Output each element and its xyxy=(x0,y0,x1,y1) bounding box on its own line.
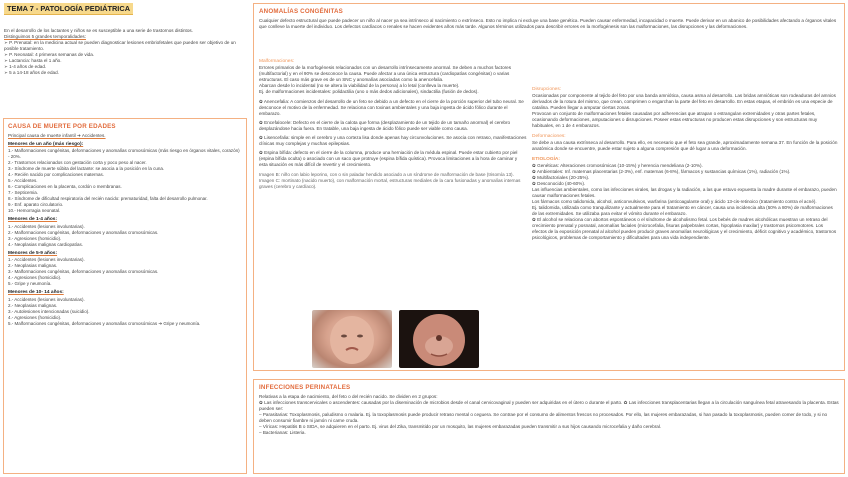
list-item: 7.- Septicemia. xyxy=(8,190,39,196)
list-item: 3.- Malformaciones congénitas, deformaciones y anomalías cromosómicas. xyxy=(8,269,159,275)
intro-item: ➢ Lactancia: hasta el 1 año. xyxy=(4,58,62,63)
etiologia-farmacos: Los fármacos como talidomida, alcohol, anticonvulsivos, warfarina (anticoagulante oral) y ácido 13-cis-retinoico (tratamiento contra el acné). xyxy=(532,199,817,204)
list-item: 5.- Malformaciones congénitas, deformaciones y anomalías cromosómicas ➔ Gripe y neumonía. xyxy=(8,320,201,326)
infant-stillborn-graphic xyxy=(399,310,479,368)
list-item: 8.- Síndrome de dificultad respiratoria del recién nacido: prematuridad, falta del desarrollo pulmonar. xyxy=(8,196,208,202)
list-item: 5.- Gripe y neumonía. xyxy=(8,281,52,287)
list-item: 6.- Complicaciones en la placenta, cordón o membranas. xyxy=(8,184,122,190)
deformaciones-text: Se debe a una causa extrínseca al desarrollo. Para ello, es necesario que el feto sea grande, aproximadamente semana 37. En función de la posición anatómica donde se encuentre, puede estar sujeto a alguna compresión que dé lugar a una deformación. xyxy=(532,140,838,151)
list-item: 3.- Síndrome de muerte súbita del lactante: se asocia a la posición en la cuna. xyxy=(8,166,165,172)
menores-10-14-title: Menores de 10- 14 años: xyxy=(8,290,64,296)
encefalocele-text: ✿ Encefalocele: Defecto en el cierre de la calota que forma (desplazamiento de un tejido de un tamaño anormal) el cerebro desplazándose hacia fuera. En tratable, una baja ingesta de ácido fólico puede ser viable como causa. xyxy=(259,120,511,131)
list-item: 4.- Recién nacido por complicaciones maternas. xyxy=(8,172,105,178)
infecciones-transcervicales: ✿ Las infecciones transcervicales o ascendentes: causadas por la diseminación de microbios desde el canal cervicovaginal y pueden ser adquiridas en el útero o durante el parto. ✿ Las infecciones transplacentarias llegan a la circulación sanguínea fetal atravesando la placenta. Estas pueden ser: xyxy=(259,400,839,411)
infecciones-parasitarias: – Parasitarias: Toxoplasmosis, paludismo o malaria. Ej. la toxoplasmosis puede producir retraso mental o ceguera. Se contrae por el consumo de alimentos frescos no procesados. Por ello, las mujeres embarazadas, si han pasado la toxoplasmosis, pueden comer de todo, y si no deben consumir fiambre ni jamón ni carne cruda. xyxy=(259,412,828,423)
etiologia-item: ✿ Genéticas: Alteraciones cromosómicas (10-15%) y herencia mendeliana (2-10%). xyxy=(532,163,703,168)
anencefalia-text: ✿ Anencefalia: A comienzos del desarrollo de un feto se debido a un defecto en el cierre de la porción superior del tubo neural. Se desconoce el motivo de la enfermedad. Se relaciona con toxinas ambientales y una baja ingesta de ácido fólico durante el embarazo. xyxy=(259,99,524,116)
malformaciones-title: Malformaciones: xyxy=(259,59,295,64)
intro-item: ➢ P. Prenatal: en la medicina actual se pueden diagnosticar lesiones embriofetales que pueden ser objetivo de un posible tratamiento. xyxy=(4,40,236,51)
menores-5-9-title: Menores de 5-9 años: xyxy=(8,250,58,256)
malformaciones-text-3: Ej. de malformaciones incidentales: polidactilia (uno o más dedos adicionales), sindactilia (fusión de dedos). xyxy=(259,89,479,94)
malformaciones-text: Errores primarios de la morfogénesis relacionados con un desarrollo intrínsecamente anormal. Se deben a muchos factores (multifactorial) y en el 90% se desconoce la causa. Puede afectar a una única estructura (cardiopatías congénitas) o varias estructuras. El caso más grave es de un SNC y anomalías asociadas como la anencefalia. xyxy=(259,65,512,82)
etiologia-talidomida: Ej. talidomida, utilizada como tranquilizante y actualmente para el tratamiento en cáncer, causa una incidencia alta (50% a 80%) de malformaciones de las extremidades. Se utilizaba para evitar el vómito durante el embarazo. xyxy=(532,205,833,216)
lisencefalia-text: ✿ Lisencefalia: simple en el cerebro y una corteza lisa donde apenas hay circunvoluciones. Se asocia con retraso, manifestaciones clínicas muy complejas y muchas epilepsias. xyxy=(259,135,527,146)
anomalias-box xyxy=(253,3,845,371)
page-title: TEMA 7 - PATOLOGÍA PEDIÁTRICA xyxy=(4,3,133,15)
list-item: 2.- Malformaciones congénitas, deformaciones y anomalías cromosómicas. xyxy=(8,229,159,235)
list-item: 1.- Accidentes (lesiones involuntarias). xyxy=(8,223,85,229)
list-item: 5.- Accidentes. xyxy=(8,178,38,184)
intro-item: ➢ 5 a 14-18 años de edad. xyxy=(4,70,59,75)
anomalias-right-column xyxy=(532,84,838,241)
list-item: 2.- Neoplasias malignas. xyxy=(8,263,58,269)
etiologia-item: ✿ Multifactoriales (20-25%). xyxy=(532,175,590,180)
causas-box xyxy=(3,118,247,474)
infecciones-bacterianas: – Bacterianas: Listeria. xyxy=(259,430,306,435)
imagen-b-caption: Imagen B: niño con labio leporino, con o sin paladar hendido asociado a un síndrome de malformación de base (trisomía 13). xyxy=(259,172,514,177)
list-item: 1.- Accidentes (lesiones involuntarias). xyxy=(8,257,85,263)
list-item: 1.- Malformaciones congénitas, deformaciones y anomalías cromosómicas (más riesgo en órganos vitales, corazón) - 20%. xyxy=(8,148,240,160)
infant-photo-c xyxy=(399,310,479,368)
etiologia-item: ✿ Ambientales: Inf. maternas placentarias (2-3%), enf. maternas (6-8%), fármacos y sustancias químicas (1%), radiación (1%). xyxy=(532,169,791,174)
infant-face-graphic xyxy=(312,310,392,368)
list-item: 4.- Agresiones (homicidio). xyxy=(8,314,62,320)
imagen-c-caption: Imagen C: mortinato (nacido muerto), con malformación mortal, estructuras mediales de la cara fusionadas y anomalías internas graves (cerebro y cardíaco). xyxy=(259,178,521,189)
causas-principal: Principal causa de muerte infantil ➔ Accidentes. xyxy=(8,133,106,138)
infecciones-intro: Relativas a la etapa de nacimiento, del feto o del recién nacido. Se dividen en 2 grupos: xyxy=(259,394,438,399)
etiologia-alcohol: ✿ El alcohol se relaciona con abortos espontáneos o el síndrome de alcoholismo fetal. Los bebés de madres alcohólicas muestran un retraso del crecimiento prenatal y posnatal, anomalías faciales (microcefalia, fisuras palpebrales cortas, hipoplasia maxilar) y trastornos psicomotores. Los efectos de la exposición prenatal al alcohol pueden producir graves anomalías neurológicas y el crecimiento, déficit cognitivo y académico, trastornos psicológicos, problemas de comportamiento y dificultades para una vida independiente. xyxy=(532,217,837,240)
anomalias-left-column xyxy=(259,56,527,190)
menores-1-4-title: Menores de 1-4 años: xyxy=(8,217,58,223)
disrupciones-text: Ocasionadas por componente al tejido del feto por una banda amniótica, causa asma al desarrollo. Las bridas amnióticas son rodeaduras del amnios derivados de la rotura del mismo, que crean, comprimen o engarchan la parte del feto en desarrollo. En estas etapas, el embrión es una especie de catalina. Pueden llegar a amputar ciertas zonas. xyxy=(532,93,836,110)
causas-title: CAUSA DE MUERTE POR EDADES xyxy=(8,123,116,130)
malformaciones-text-2: Abarcan desde lo incidental (no se altera la viabilidad de la persona) a lo letal (conlleva la muerte). xyxy=(259,83,460,88)
anomalias-title: ANOMALÍAS CONGÉNITAS xyxy=(259,8,343,15)
list-item: 2.- Trastornos relacionados con gestación corta y poco peso al nacer. xyxy=(8,160,147,166)
infant-photo-b xyxy=(312,310,392,368)
disrupciones-text-2: Provocan un conjunto de malformaciones fetales causadas por adherencias que atrapan o estrangulan extremidades y otras partes fetales, ocasionando deformaciones, amputaciones o disrupciones. Poseer estas estructuras no producen estas disrupciones y son estructuras muy habituales, en 1 de 4 embarazos. xyxy=(532,111,818,128)
list-item: 4.- Neoplasias malignas cardiopatías. xyxy=(8,241,84,247)
list-item: 3.- Agresiones (homicidio). xyxy=(8,235,62,241)
intro-text: En el desarrollo de los lactantes y niños se es susceptible a una serie de trastornos distintos. xyxy=(4,28,193,33)
list-item: 1.- Accidentes (lesiones involuntarias). xyxy=(8,296,85,302)
infecciones-box xyxy=(253,379,845,474)
list-item: 9.- Enf. aparato circulatorio. xyxy=(8,202,64,208)
disrupciones-title: Disrupciones: xyxy=(532,87,562,92)
list-item: 3.- Autolesiones intencionadas (suicidio). xyxy=(8,308,90,314)
list-item: 4.- Agresiones (homicidio). xyxy=(8,275,62,281)
etiologia-ambientales: Las influencias ambientales, como las infecciones virales, las drogas y la radiación, a las que estuvo expuesta la madre durante el embarazo, pueden causar malformaciones fetales. xyxy=(532,187,837,198)
deformaciones-title: Deformaciones: xyxy=(532,134,566,139)
intro-temporalidades: Distinguimos 5 grandes temporalidades: xyxy=(4,34,86,39)
etiologia-item: ✿ Desconocido (40-60%). xyxy=(532,181,586,186)
infecciones-title: INFECCIONES PERINATALES xyxy=(259,384,351,391)
intro-item: ➢ P. Neonatal: 4 primeras semanas de vida. xyxy=(4,52,95,57)
espina-bifida-text: ✿ Espina bífida: defecto en el cierre de la columna, produce una herniación de la médula espinal. Puede estar cubierto por piel (espina bífida oculta) o asociado con un saco que protruye (espina bífida quística). Provoca limitaciones a la hora de caminar y esta situación es más difícil de revertir y el crecimiento. xyxy=(259,150,518,167)
anomalias-intro: Cualquier defecto estructural que puede padecer un niño al nacer ya sea intrínseco al nacimiento o extrínseco. Esto no implica ni excluye una base genética. Pueden causar enfermedad, incapacidad o muerte. Puede derivar en un abanico de posibilidades afectando a órganos vitales que conlleve la muerte del individuo. Los defectos cardíacos o renales se hacen evidentes años más tarde. Algunos términos utilizados para describir errores en la morfogénesis son las malformaciones, las disrupciones y las deformaciones. xyxy=(259,18,837,29)
list-item: 10.- Hemorragia neonatal. xyxy=(8,208,61,214)
infecciones-viricas: – Víricas: Hepatitis B o SIDA, se adquieren en el parto. Ej. virus del Zika, transmitido por un mosquito, las mujeres embarazadas pueden transmitir a sus hijos causando microcefalia y daño cerebral. xyxy=(259,424,662,429)
intro-item: ➢ 1-4 años de edad. xyxy=(4,64,47,69)
list-item: 2.- Neoplasias malignas. xyxy=(8,302,58,308)
etiologia-title: ETIOLOGÍA: xyxy=(532,157,560,162)
menores-1-title: Menores de un año (más riesgo): xyxy=(8,142,84,147)
intro-section xyxy=(4,28,244,76)
